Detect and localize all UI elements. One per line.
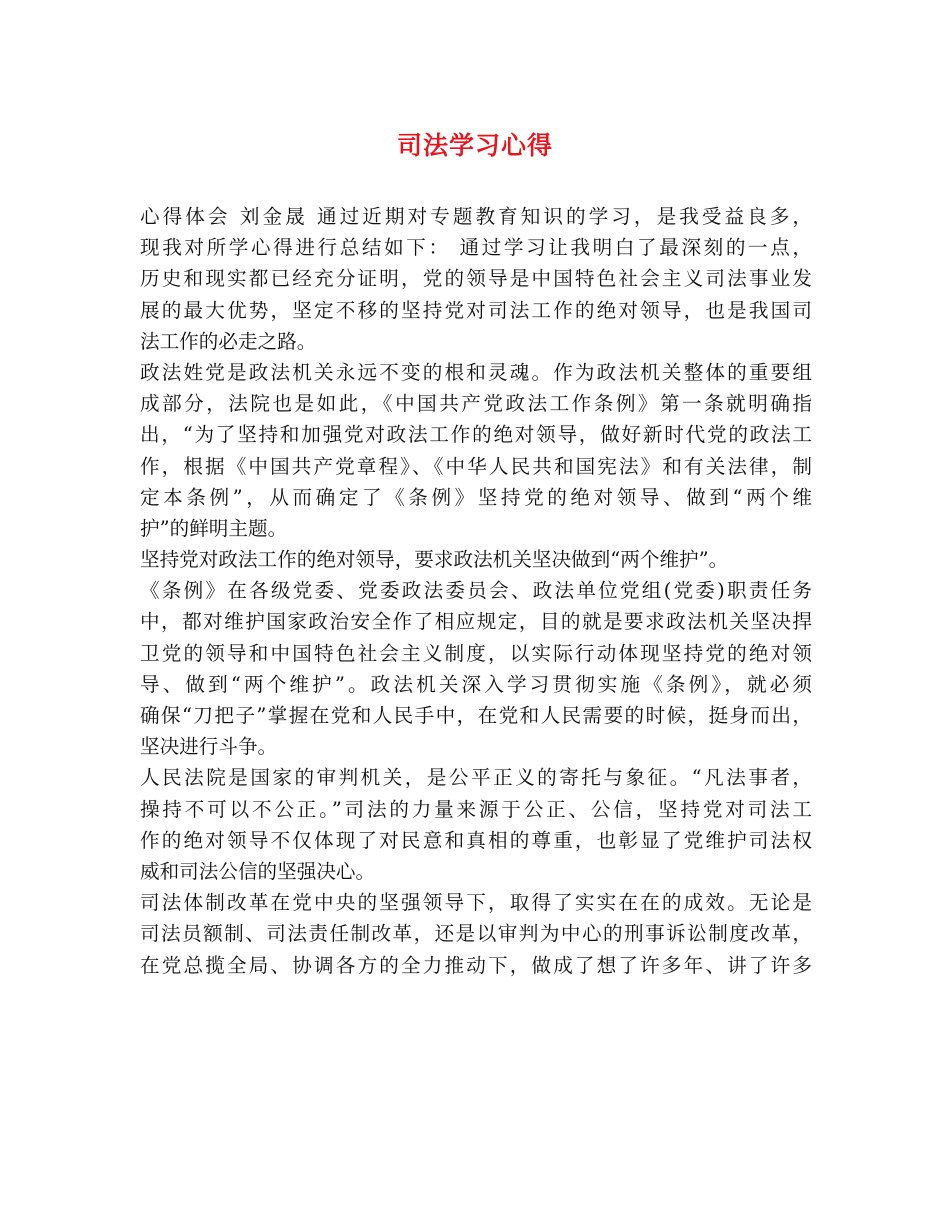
body-line: 护”的鲜明主题。 bbox=[140, 516, 288, 540]
body-line: 现我对所学心得进行总结如下： 通过学习让我明白了最深刻的一点， bbox=[140, 236, 812, 260]
body-line: 历史和现实都已经充分证明，党的领导是中国特色社会主义司法事业发 bbox=[140, 267, 812, 291]
body-line: 人民法院是国家的审判机关，是公平正义的寄托与象征。“凡法事者， bbox=[140, 766, 812, 790]
body-line: 司法体制改革在党中央的坚强领导下，取得了实实在在的成效。无论是 bbox=[140, 891, 812, 915]
body-line: 卫党的领导和中国特色社会主义制度，以实际行动体现坚持党的绝对领 bbox=[140, 641, 812, 665]
body-line: 出，“为了坚持和加强党对政法工作的绝对领导，做好新时代党的政法工 bbox=[140, 423, 812, 447]
body-line: 定本条例”，从而确定了《条例》坚持党的绝对领导、做到“两个维 bbox=[140, 485, 812, 509]
document-body bbox=[140, 201, 812, 981]
body-line: 法工作的必走之路。 bbox=[140, 329, 317, 353]
body-line: 作的绝对领导不仅体现了对民意和真相的尊重，也彰显了党维护司法权 bbox=[140, 828, 812, 852]
body-line: 在党总揽全局、协调各方的全力推动下，做成了想了许多年、讲了许多 bbox=[140, 953, 812, 977]
body-line: 坚持党对政法工作的绝对领导，要求政法机关坚决做到“两个维护”。 bbox=[140, 548, 729, 572]
body-line: 心得体会 刘金晟 通过近期对专题教育知识的学习，是我受益良多， bbox=[140, 205, 812, 228]
body-line: 中，都对维护国家政治安全作了相应规定，目的就是要求政法机关坚决捍 bbox=[140, 610, 812, 634]
body-line: 展的最大优势，坚定不移的坚持党对司法工作的绝对领导，也是我国司 bbox=[140, 298, 812, 322]
document-title: 司法学习心得 bbox=[396, 131, 553, 160]
body-line: 坚决进行斗争。 bbox=[140, 735, 278, 759]
body-line: 威和司法公信的坚强决心。 bbox=[140, 859, 376, 883]
body-line: 司法员额制、司法责任制改革，还是以审判为中心的刑事诉讼制度改革， bbox=[140, 922, 812, 946]
body-line: 作，根据《中国共产党章程》、《中华人民共和国宪法》和有关法律，制 bbox=[140, 454, 812, 478]
body-line: 成部分，法院也是如此，《中国共产党政法工作条例》第一条就明确指 bbox=[140, 392, 812, 416]
body-line: 导、做到“两个维护”。政法机关深入学习贯彻实施《条例》，就必须 bbox=[140, 672, 812, 696]
body-line: 《条例》在各级党委、党委政法委员会、政法单位党组(党委)职责任务 bbox=[140, 579, 812, 603]
body-line: 确保“刀把子”掌握在党和人民手中，在党和人民需要的时候，挺身而出， bbox=[140, 704, 812, 727]
body-line: 政法姓党是政法机关永远不变的根和灵魂。作为政法机关整体的重要组 bbox=[140, 360, 812, 384]
body-line: 操持不可以不公正。”司法的力量来源于公正、公信，坚持党对司法工 bbox=[140, 797, 812, 821]
